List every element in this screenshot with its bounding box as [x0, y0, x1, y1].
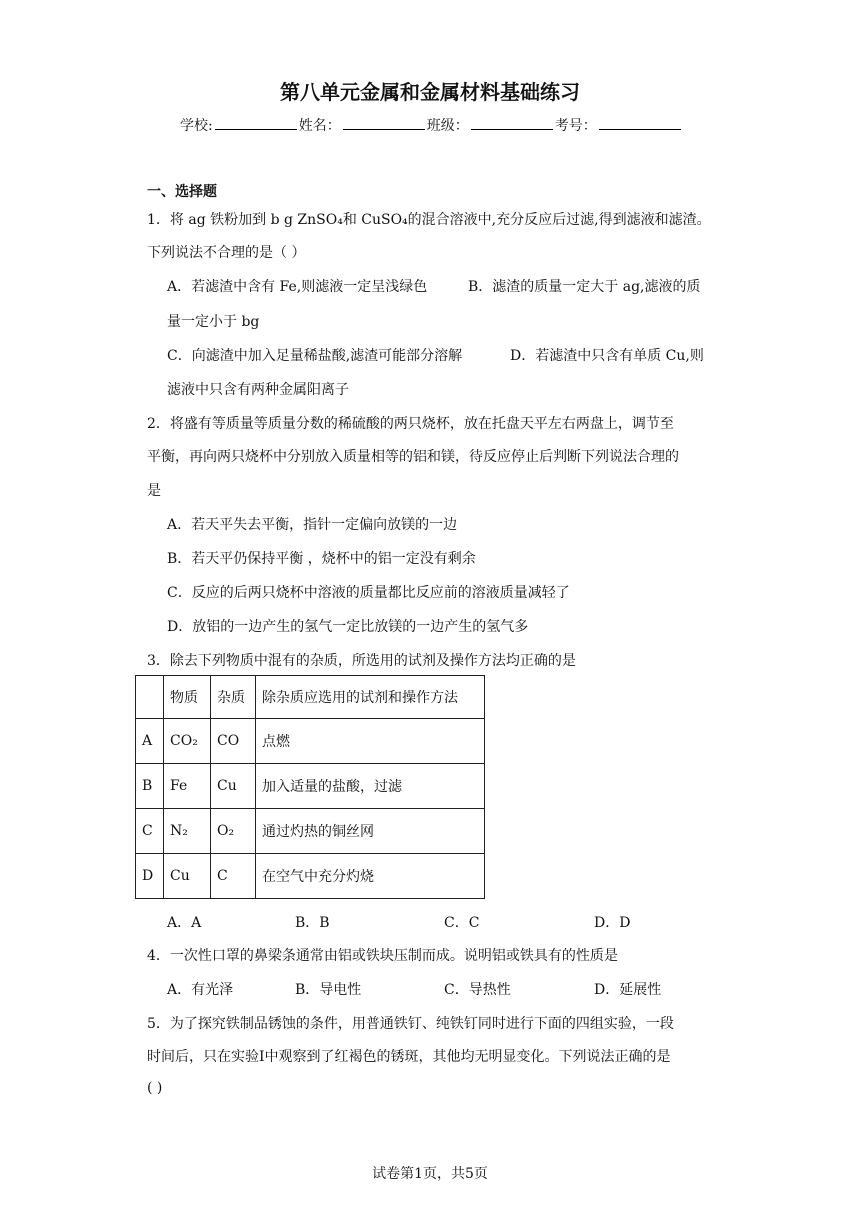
table-cell: D: [136, 854, 164, 899]
section-heading: 一、选择题: [147, 184, 217, 200]
q1-stem-line2: 下列说法不合理的是（ ）: [147, 245, 306, 261]
table-cell: B: [136, 764, 164, 809]
q3-table: [135, 675, 485, 899]
q1-option-b: B．滤渣的质量一定大于 ag,滤液的质: [468, 279, 701, 295]
q2-option-a: A．若天平失去平衡，指针一定偏向放镁的一边: [167, 517, 458, 533]
table-cell: 点燃: [256, 719, 485, 764]
page-title: 第八单元金属和金属材料基础练习: [280, 80, 580, 104]
q1-stem-line1: 1．将 ag 铁粉加到 b g ZnSO₄和 CuSO₄的混合溶液中,充分反应后过滤,得到滤液和滤渣。: [147, 212, 711, 228]
q1-option-b-cont: 量一定小于 bg: [167, 314, 260, 330]
table-cell: C: [136, 809, 164, 854]
table-header-cell: 物质: [164, 676, 211, 719]
table-cell: Cu: [211, 764, 256, 809]
q5-stem-line3: ( ): [147, 1080, 163, 1096]
exam-no-blank: [599, 117, 681, 130]
q2-stem-line2: 平衡，再向两只烧杯中分别放入质量相等的铝和镁，待反应停止后判断下列说法合理的: [147, 449, 679, 465]
q3-option-d: D．D: [594, 915, 631, 931]
q2-option-b: B．若天平仍保持平衡 ，烧杯中的铝一定没有剩余: [167, 551, 476, 567]
table-header-cell: 杂质: [211, 676, 256, 719]
q2-stem-line1: 2．将盛有等质量等质量分数的稀硫酸的两只烧杯，放在托盘天平左右两盘上，调节至: [147, 416, 674, 432]
q1-option-a: A．若滤渣中含有 Fe,则滤液一定呈浅绿色: [167, 279, 428, 295]
q3-option-b: B．B: [295, 915, 330, 931]
table-row: [136, 854, 485, 899]
class-blank: [471, 117, 553, 130]
student-info-line: [180, 115, 683, 135]
table-cell: CO₂: [164, 719, 211, 764]
table-row: [136, 809, 485, 854]
q1-option-d: D．若滤渣中只含有单质 Cu,则: [510, 348, 704, 364]
table-header-cell: 除杂质应选用的试剂和操作方法: [256, 676, 485, 719]
q4-option-b: B．导电性: [295, 982, 362, 998]
page-footer: 试卷第1页，共5页: [372, 1166, 488, 1182]
class-label: 班级：: [426, 118, 469, 134]
table-row: [136, 764, 485, 809]
table-cell: Cu: [164, 854, 211, 899]
q4-stem-line1: 4．一次性口罩的鼻梁条通常由铝或铁块压制而成。说明铝或铁具有的性质是: [147, 948, 618, 964]
table-cell: A: [136, 719, 164, 764]
q5-stem-line1: 5．为了探究铁制品锈蚀的条件，用普通铁钉、纯铁钉同时进行下面的四组实验，一段: [147, 1016, 674, 1032]
q2-stem-line3: 是: [147, 483, 161, 499]
exam-no-label: 考号：: [554, 118, 597, 134]
q3-stem-line1: 3．除去下列物质中混有的杂质，所选用的试剂及操作方法均正确的是: [147, 653, 576, 669]
name-label: 姓名：: [298, 118, 341, 134]
table-cell: 通过灼热的铜丝网: [256, 809, 485, 854]
school-label: 学校:: [180, 118, 213, 134]
q3-option-a: A．A: [167, 915, 202, 931]
table-row: [136, 719, 485, 764]
table-cell: C: [211, 854, 256, 899]
table-cell: N₂: [164, 809, 211, 854]
q2-option-d: D．放铝的一边产生的氢气一定比放镁的一边产生的氢气多: [167, 619, 529, 635]
q4-option-c: C．导热性: [444, 982, 511, 998]
q5-stem-line2: 时间后，只在实验Ⅰ中观察到了红褐色的锈斑，其他均无明显变化。下列说法正确的是: [147, 1049, 671, 1065]
table-header-cell: [136, 676, 164, 719]
q1-option-c: C．向滤渣中加入足量稀盐酸,滤渣可能部分溶解: [167, 348, 463, 364]
table-cell: Fe: [164, 764, 211, 809]
table-cell: CO: [211, 719, 256, 764]
q1-option-d-cont: 滤液中只含有两种金属阳离子: [167, 382, 349, 398]
table-cell: 加入适量的盐酸，过滤: [256, 764, 485, 809]
q2-option-c: C．反应的后两只烧杯中溶液的质量都比反应前的溶液质量减轻了: [167, 585, 570, 601]
q4-option-d: D．延展性: [594, 982, 662, 998]
table-cell: O₂: [211, 809, 256, 854]
table-cell: 在空气中充分灼烧: [256, 854, 485, 899]
school-blank: [215, 117, 297, 130]
name-blank: [343, 117, 425, 130]
table-header-row: [136, 676, 485, 719]
q4-option-a: A．有光泽: [167, 982, 234, 998]
q3-option-c: C．C: [444, 915, 480, 931]
